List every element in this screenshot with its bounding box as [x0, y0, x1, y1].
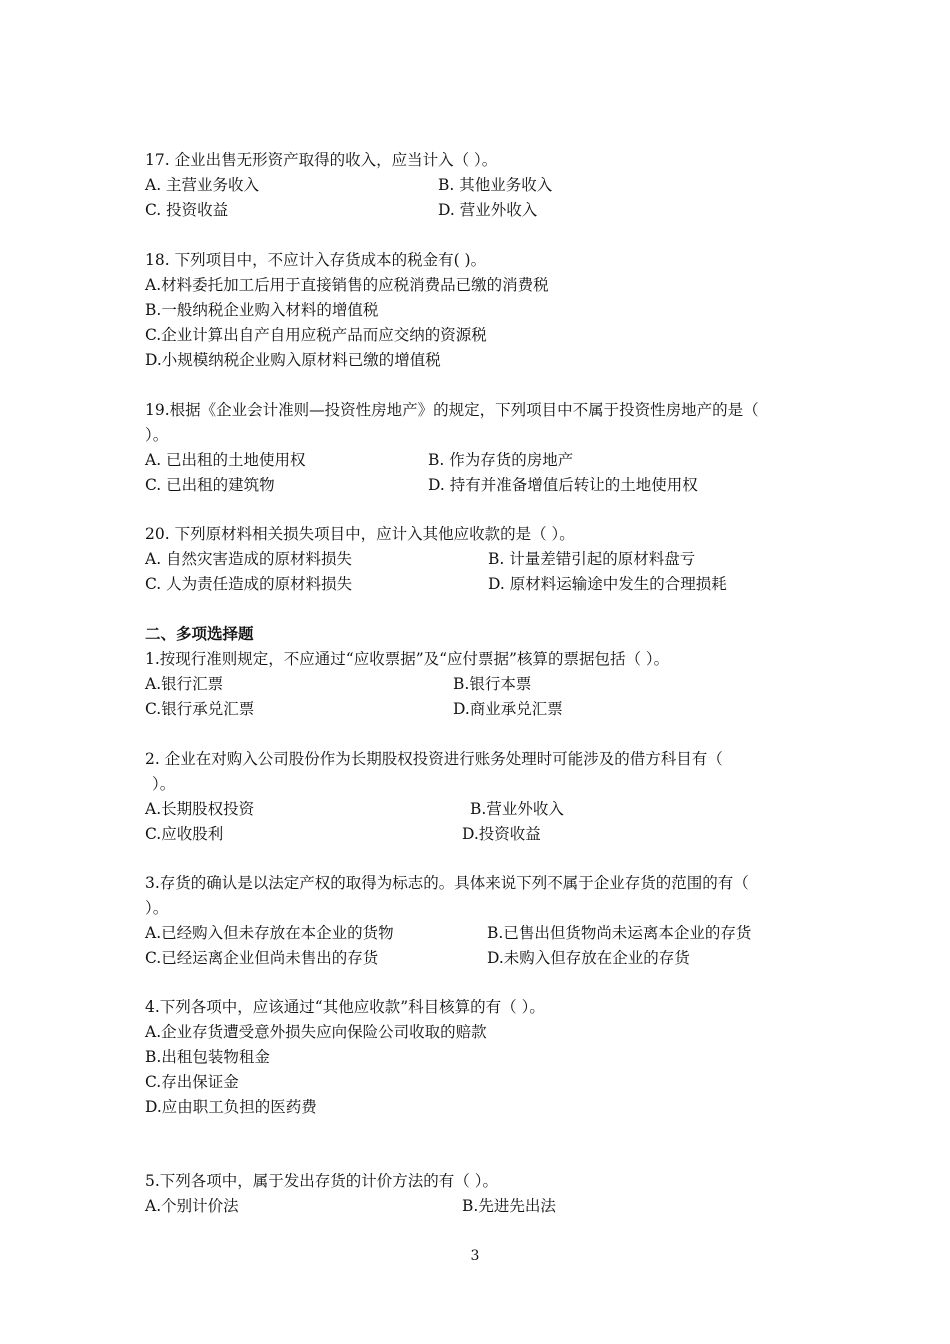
q18-option-a: A.材料委托加工后用于直接销售的应税消费品已缴的消费税: [145, 276, 549, 294]
q18-option-d: D.小规模纳税企业购入原材料已缴的增值税: [145, 351, 441, 369]
q17-option-d: D. 营业外收入: [438, 201, 538, 219]
q18-option-b: B.一般纳税企业购入材料的增值税: [145, 301, 379, 319]
q20-option-b: B. 计量差错引起的原材料盘亏: [488, 550, 696, 568]
q20-option-d: D. 原材料运输途中发生的合理损耗: [488, 575, 727, 593]
m4-option-a: A.企业存货遭受意外损失应向保险公司收取的赔款: [145, 1023, 487, 1041]
m3-option-b: B.已售出但货物尚未运离本企业的存货: [487, 924, 752, 942]
m2-option-a: A.长期股权投资: [145, 800, 255, 818]
m1-option-d: D.商业承兑汇票: [453, 700, 563, 718]
q19-stem-line1: 19.根据《企业会计准则—投资性房地产》的规定，下列项目中不属于投资性房地产的是（: [145, 401, 759, 419]
m1-option-a: A.银行汇票: [145, 675, 224, 693]
q19-option-a: A. 已出租的土地使用权: [145, 451, 306, 469]
m4-option-c: C.存出保证金: [145, 1073, 239, 1091]
m3-option-a: A.已经购入但未存放在本企业的货物: [145, 924, 394, 942]
m4-stem: 4.下列各项中，应该通过“其他应收款”科目核算的有（ ）。: [145, 998, 545, 1016]
q17-option-c: C. 投资收益: [145, 201, 229, 219]
m2-option-b: B.营业外收入: [470, 800, 564, 818]
q19-option-c: C. 已出租的建筑物: [145, 476, 275, 494]
q20-option-a: A. 自然灾害造成的原材料损失: [145, 550, 353, 568]
m2-option-d: D.投资收益: [462, 825, 541, 843]
q20-stem: 20. 下列原材料相关损失项目中，应计入其他应收款的是（ ）。: [145, 525, 575, 543]
m2-stem-line1: 2. 企业在对购入公司股份作为长期股权投资进行账务处理时可能涉及的借方科目有（: [145, 750, 723, 768]
m3-stem-line1: 3.存货的确认是以法定产权的取得为标志的。具体来说下列不属于企业存货的范围的有（: [145, 874, 749, 892]
m5-stem: 5.下列各项中，属于发出存货的计价方法的有（ ）。: [145, 1172, 498, 1190]
m3-stem-line2: ）。: [145, 899, 169, 917]
q17-option-b: B. 其他业务收入: [438, 176, 553, 194]
m4-option-b: B.出租包装物租金: [145, 1048, 270, 1066]
m2-stem-line2: ）。: [152, 775, 176, 793]
m1-option-b: B.银行本票: [453, 675, 532, 693]
q19-option-d: D. 持有并准备增值后转让的土地使用权: [428, 476, 698, 494]
page-number: 3: [470, 1248, 480, 1264]
q18-option-c: C.企业计算出自产自用应税产品而应交纳的资源税: [145, 326, 487, 344]
m5-option-b: B.先进先出法: [462, 1197, 556, 1215]
m3-option-c: C.已经运离企业但尚未售出的存货: [145, 949, 379, 967]
q20-option-c: C. 人为责任造成的原材料损失: [145, 575, 353, 593]
q19-stem-line2: ）。: [145, 426, 169, 444]
section-heading: 二、多项选择题: [145, 625, 254, 643]
q17-stem: 17. 企业出售无形资产取得的收入，应当计入（ ）。: [145, 151, 498, 169]
q17-option-a: A. 主营业务收入: [145, 176, 260, 194]
q18-stem: 18. 下列项目中，不应计入存货成本的税金有( )。: [145, 251, 487, 269]
m4-option-d: D.应由职工负担的医药费: [145, 1098, 317, 1116]
q19-option-b: B. 作为存货的房地产: [428, 451, 574, 469]
m1-stem: 1.按现行准则规定，不应通过“应收票据”及“应付票据”核算的票据包括（ ）。: [145, 650, 670, 668]
m2-option-c: C.应收股利: [145, 825, 224, 843]
m3-option-d: D.未购入但存放在企业的存货: [487, 949, 690, 967]
m1-option-c: C.银行承兑汇票: [145, 700, 255, 718]
m5-option-a: A.个别计价法: [145, 1197, 239, 1215]
